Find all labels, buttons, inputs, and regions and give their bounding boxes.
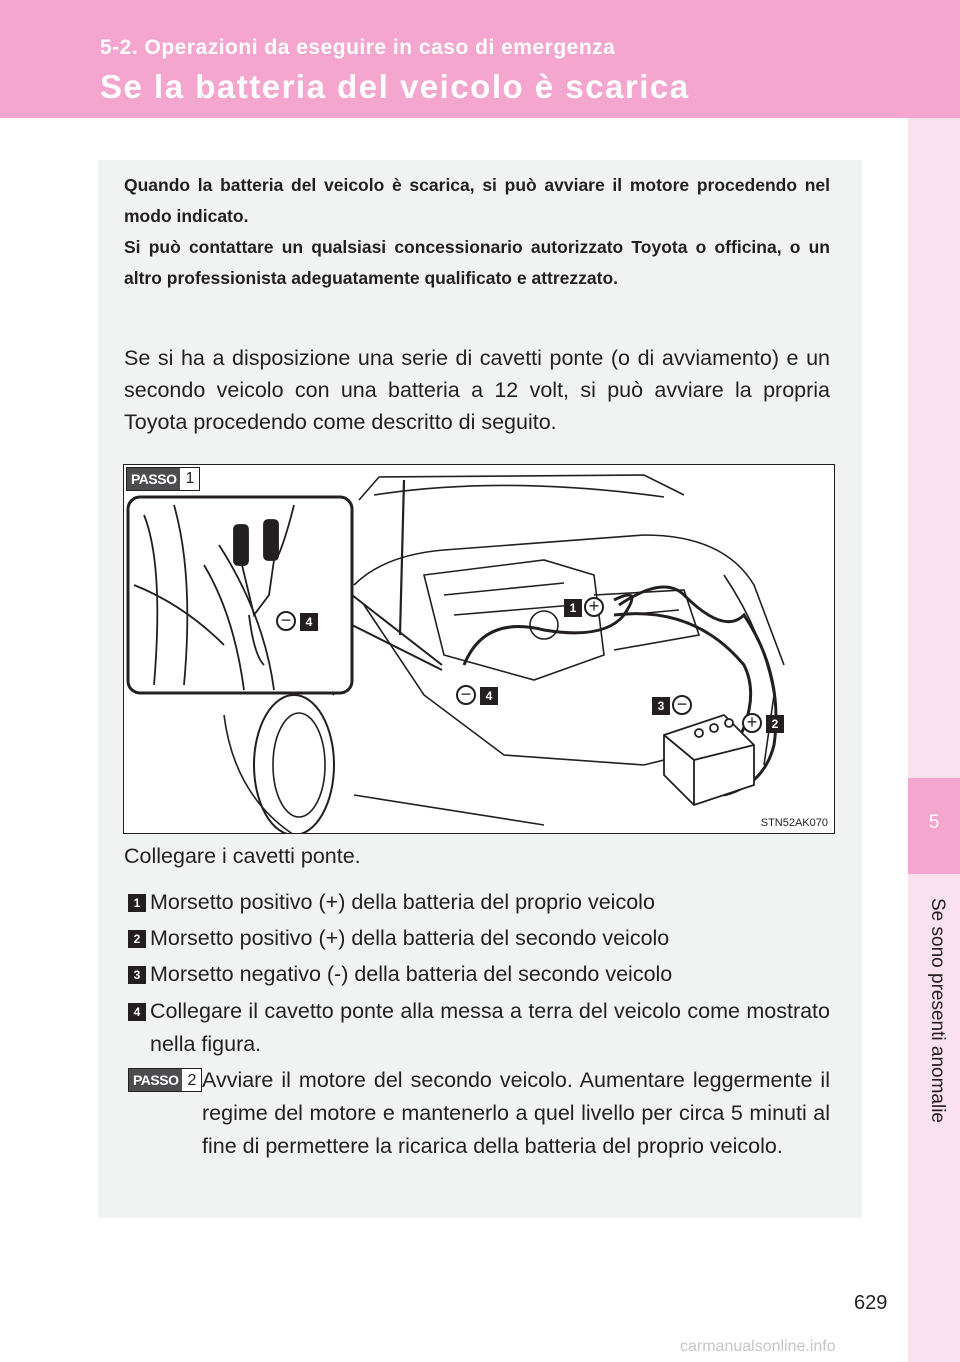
list-marker-2: 2 [128,930,146,948]
list-item-text: Collegare il cavetto ponte alla messa a terra del veicolo come mostrato nella figura. [150,999,830,1056]
figure-code: STN52AK070 [760,817,828,829]
chapter-side-tab [908,118,960,1362]
watermark: carmanualsonline.info [680,1338,836,1355]
step-2-text: Avviare il motore del secondo veicolo. Aumentare leggermente il regime del motore e mantenerlo a quel livello per circa 5 minuti al fine di permettere la ricarica della batteria del proprio veicolo. [202,1068,830,1158]
callout-3: 3 [652,697,670,715]
minus-symbol-4-main: − [456,685,476,705]
chapter-number: 5 [928,812,940,833]
minus-symbol-3: − [672,695,692,715]
list-item-text: Morsetto positivo (+) della batteria del proprio veicolo [150,890,655,914]
list-item [124,922,830,955]
intro-bold-paragraph-2: Si può contattare un qualsiasi concessionario autorizzato Toyota o officina, o un altro professionista adeguatamente qualificato e attrezzato. [124,237,830,288]
step-1-badge-label: PASSO [127,468,180,490]
engine-bay-illustration [124,465,835,834]
list-item [124,958,830,991]
chapter-header [0,0,960,118]
callout-2: 2 [766,715,784,733]
list-item-text: Morsetto positivo (+) della batteria del secondo veicolo [150,926,670,950]
section-heading: 5-2. Operazioni da eseguire in caso di emergenza [100,36,616,59]
step-1-badge-number: 1 [185,470,195,487]
list-item [124,886,830,919]
list-item [124,995,830,1061]
callout-1: 1 [564,599,582,617]
list-marker-3: 3 [128,966,146,984]
step-1-caption: Collegare i cavetti ponte. [124,844,361,868]
list-item-text: Morsetto negativo (-) della batteria del secondo veicolo [150,962,673,986]
plus-symbol-1: + [584,597,604,617]
step-2-badge-label: PASSO [129,1069,182,1091]
jump-start-figure [123,464,835,834]
step-2-block [124,1064,830,1163]
intro-paragraph: Se si ha a disposizione una serie di cavetti ponte (o di avviamento) e un secondo veicolo con una batteria a 12 volt, si può avviare la propria Toyota procedendo come descritto di seguito. [124,346,830,434]
step-2-badge [128,1068,202,1092]
minus-symbol-4-inset: − [276,611,296,631]
list-marker-1: 1 [128,894,146,912]
chapter-title-vertical: Se sono presenti anomalie [927,898,948,1123]
plus-symbol-2: + [742,713,762,733]
callout-4-inset: 4 [300,613,318,631]
intro-bold-paragraph-1: Quando la batteria del veicolo è scarica, si può avviare il motore procedendo nel modo indicato. [124,175,830,226]
callout-4-main: 4 [480,687,498,705]
list-marker-4: 4 [128,1003,146,1021]
intro-bold-block [124,170,830,294]
page-number: 629 [854,1292,888,1314]
step-2-badge-number: 2 [187,1071,197,1089]
page-title: Se la batteria del veicolo è scarica [100,68,690,105]
